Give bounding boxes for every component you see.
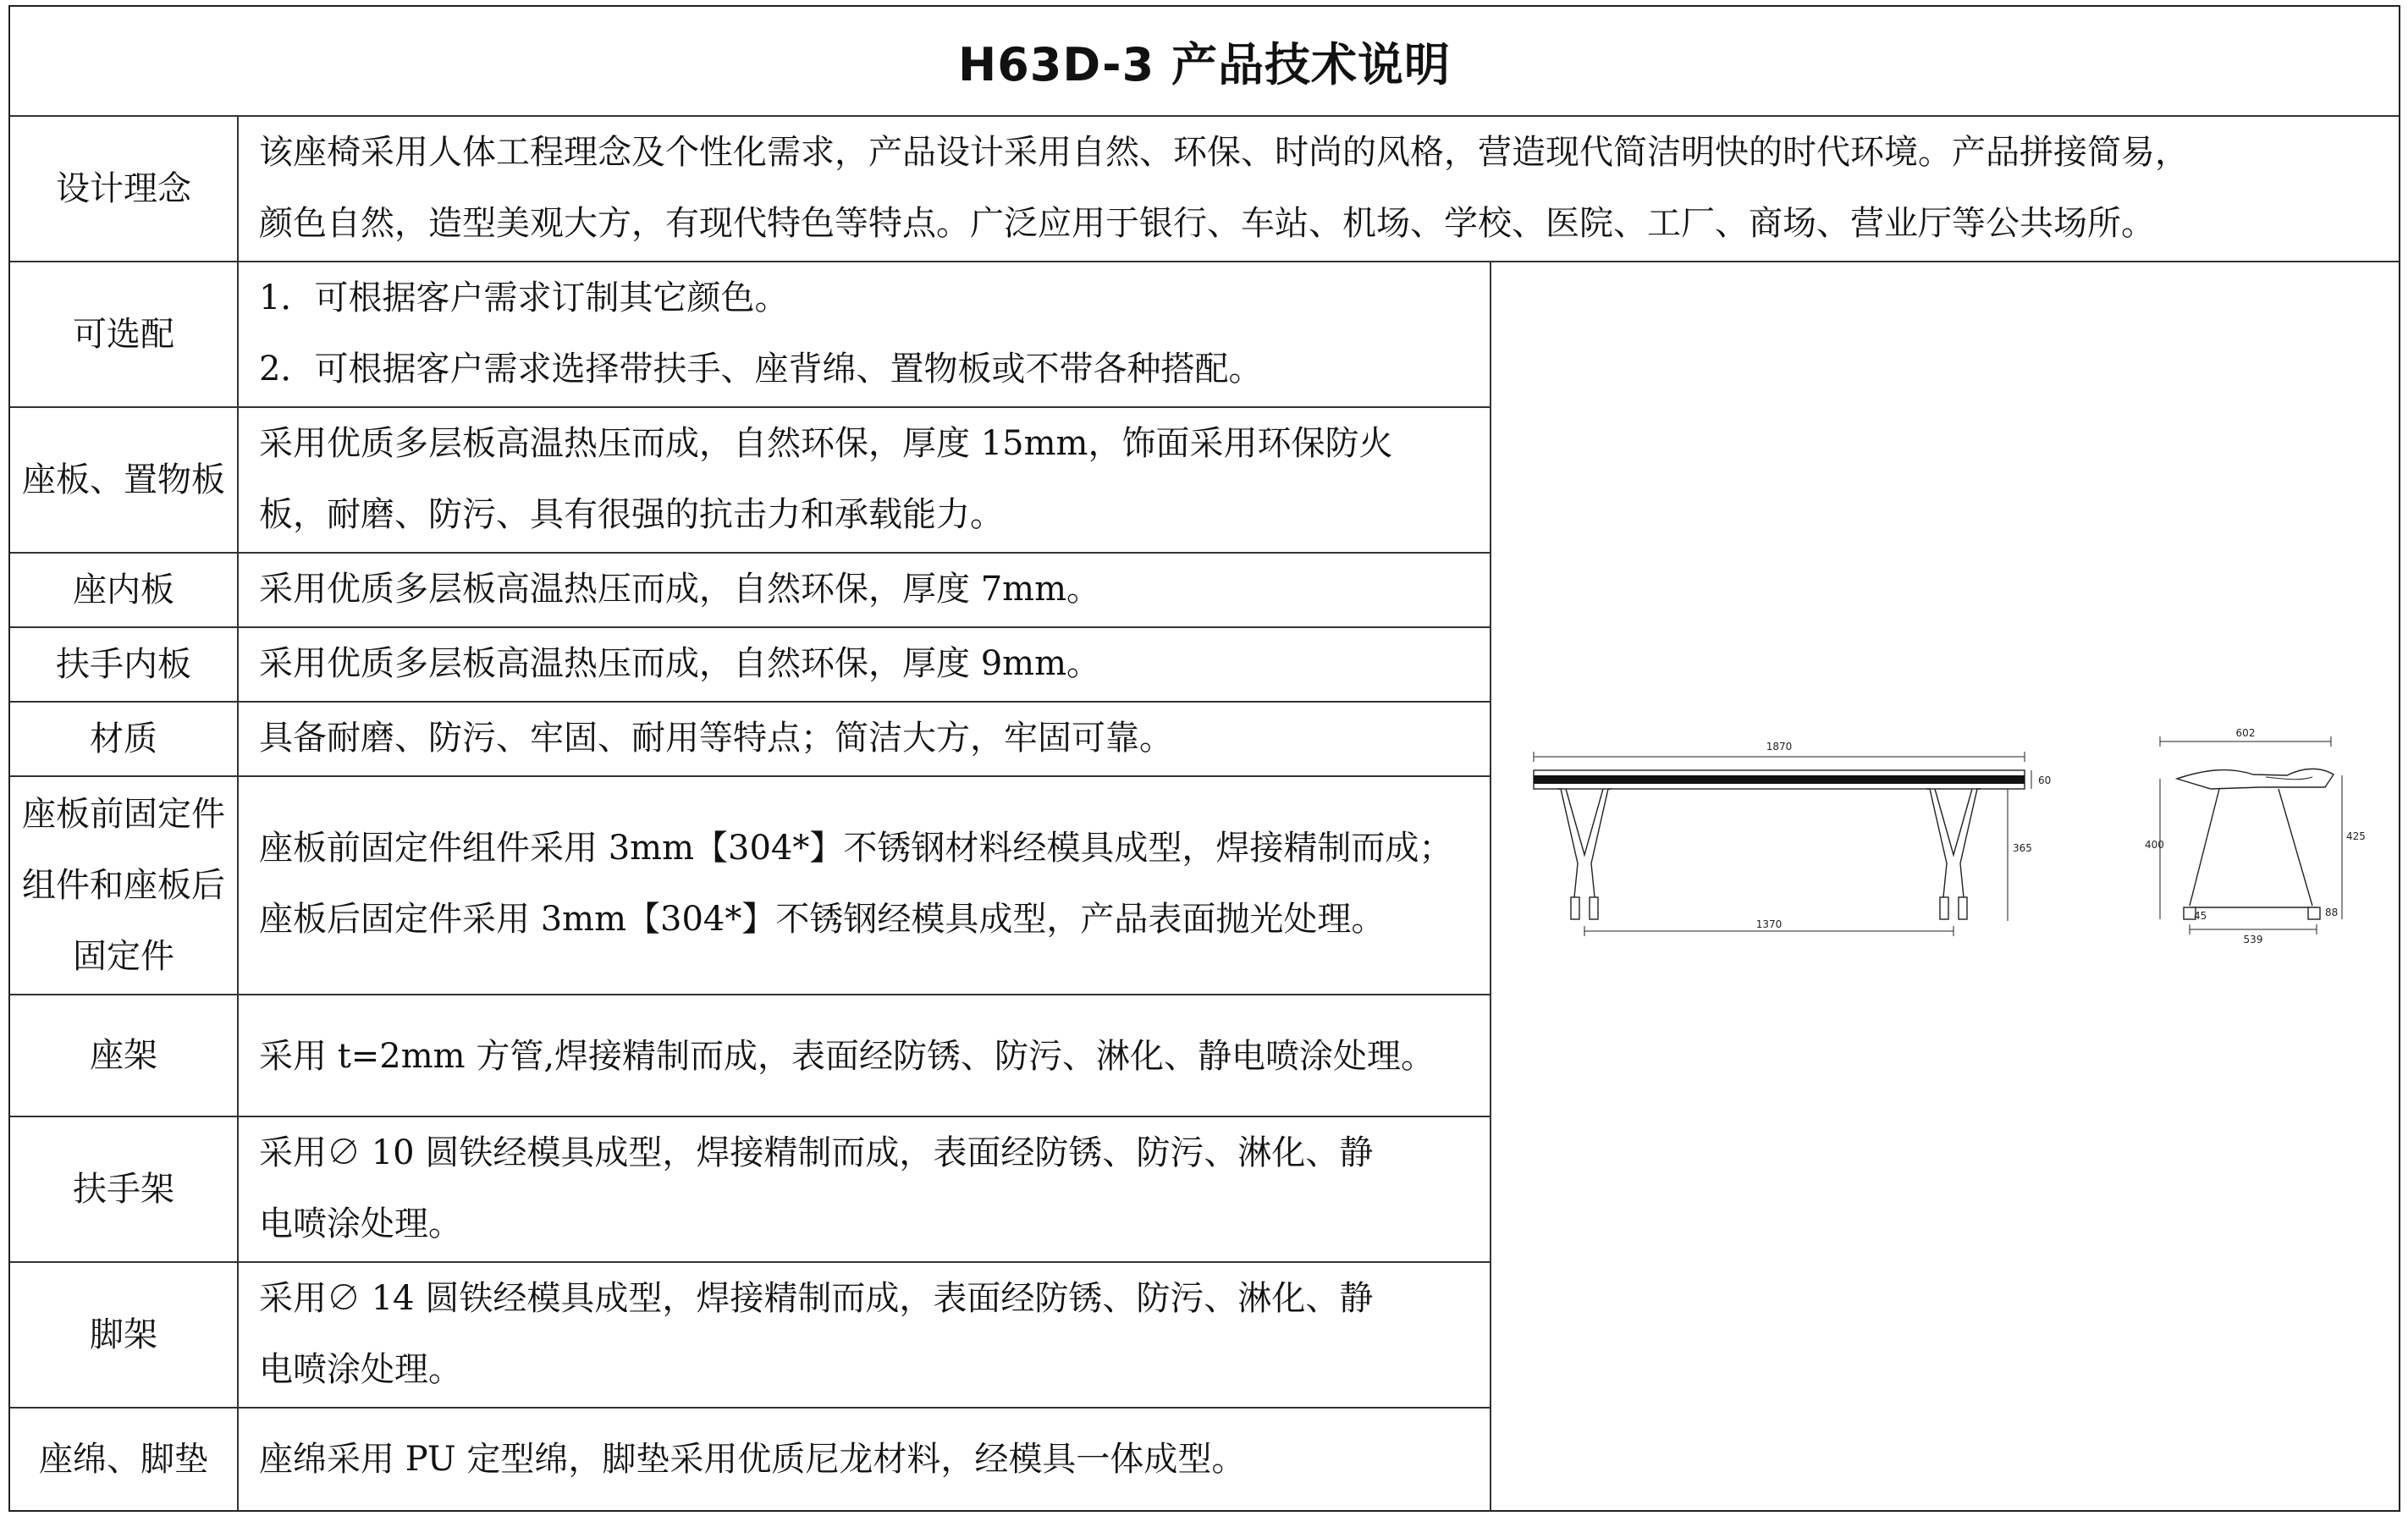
row-label: 座内板 <box>73 571 174 609</box>
row-content <box>259 813 1486 955</box>
row-line: 座绵采用 PU 定型绵，脚垫采用优质尼龙材料，经模具一体成型。 <box>259 1440 1246 1479</box>
dim-depth-top: 602 <box>2235 727 2256 739</box>
dim-thickness: 60 <box>2038 775 2052 786</box>
row-content <box>259 262 1478 405</box>
row-line: 颜色自然，造型美观大方，有现代特色等特点。广泛应用于银行、车站、机场、学校、医院、工厂、商场、营业厅等公共场所。 <box>259 204 2155 243</box>
row-label: 设计理念 <box>56 169 191 208</box>
dim-height: 365 <box>2013 842 2032 854</box>
row-line: 座板后固定件采用 3mm【304*】不锈钢经模具成型，产品表面抛光处理。 <box>259 900 1386 939</box>
row-label: 座板前固定件组件和座板后固定件 <box>22 795 225 976</box>
row-label: 座架 <box>90 1036 157 1075</box>
row-line: 座板前固定件组件采用 3mm【304*】不锈钢材料经模具成型，焊接精制而成； <box>259 829 1453 868</box>
row-label: 脚架 <box>90 1315 157 1354</box>
row-content <box>259 554 1478 625</box>
technical-drawing <box>1500 271 2400 1512</box>
dim-base: 539 <box>2243 934 2263 945</box>
row-label: 扶手架 <box>73 1170 174 1209</box>
dim-leg-span: 1370 <box>1755 918 1783 930</box>
row-content <box>259 1424 1478 1495</box>
row-content <box>259 628 1478 699</box>
row-line: 采用 t=2mm 方管,焊接精制而成，表面经防锈、防污、淋化、静电喷涂处理。 <box>259 1037 1435 1076</box>
row-content <box>259 408 1478 550</box>
row-label: 可选配 <box>73 315 174 354</box>
row-label: 扶手内板 <box>56 645 191 684</box>
row-label: 座绵、脚垫 <box>39 1440 208 1479</box>
side-view-drawing <box>2145 727 2366 945</box>
row-content <box>259 1117 1478 1260</box>
row-line: 电喷涂处理。 <box>259 1350 462 1389</box>
page-title: H63D-3 产品技术说明 <box>958 37 1451 91</box>
row-line: 该座椅采用人体工程理念及个性化需求，产品设计采用自然、环保、时尚的风格，营造现代简洁明快的时代环境。产品拼接简易， <box>259 133 2189 172</box>
row-line: 采用优质多层板高温热压而成，自然环保，厚度 15mm，饰面采用环保防火 <box>259 424 1393 463</box>
spec-sheet <box>8 5 2400 1512</box>
row-line: 2．可根据客户需求选择带扶手、座背绵、置物板或不带各种搭配。 <box>259 350 1263 389</box>
row-label: 材质 <box>90 719 157 758</box>
row-content <box>259 117 2375 259</box>
row-line: 采用优质多层板高温热压而成，自然环保，厚度 7mm。 <box>259 570 1101 609</box>
row-content <box>259 1021 1486 1092</box>
row-line: 采用优质多层板高温热压而成，自然环保，厚度 9mm。 <box>259 644 1101 683</box>
dim-foot-right: 88 <box>2325 907 2339 918</box>
row-line: 具备耐磨、防污、牢固、耐用等特点；简洁大方，牢固可靠。 <box>259 719 1173 758</box>
dim-left-height: 400 <box>2145 839 2164 851</box>
row-label: 座板、置物板 <box>22 460 225 499</box>
divider <box>1490 261 1491 1510</box>
divider <box>237 115 239 1510</box>
row-line: 采用∅ 10 圆铁经模具成型，焊接精制而成，表面经防锈、防污、淋化、静 <box>259 1133 1374 1172</box>
row-line: 1．可根据客户需求订制其它颜色。 <box>259 278 789 317</box>
dim-foot: 45 <box>2194 910 2207 922</box>
dim-right-height: 425 <box>2346 830 2366 842</box>
row-content <box>259 703 1478 774</box>
front-view-drawing <box>1534 741 2051 936</box>
row-line: 电喷涂处理。 <box>259 1205 462 1243</box>
dim-total-width: 1870 <box>1766 741 1793 752</box>
row-line: 板，耐磨、防污、具有很强的抗击力和承载能力。 <box>259 495 1004 534</box>
row-line: 采用∅ 14 圆铁经模具成型，焊接精制而成，表面经防锈、防污、淋化、静 <box>259 1279 1374 1318</box>
row-content <box>259 1263 1478 1405</box>
